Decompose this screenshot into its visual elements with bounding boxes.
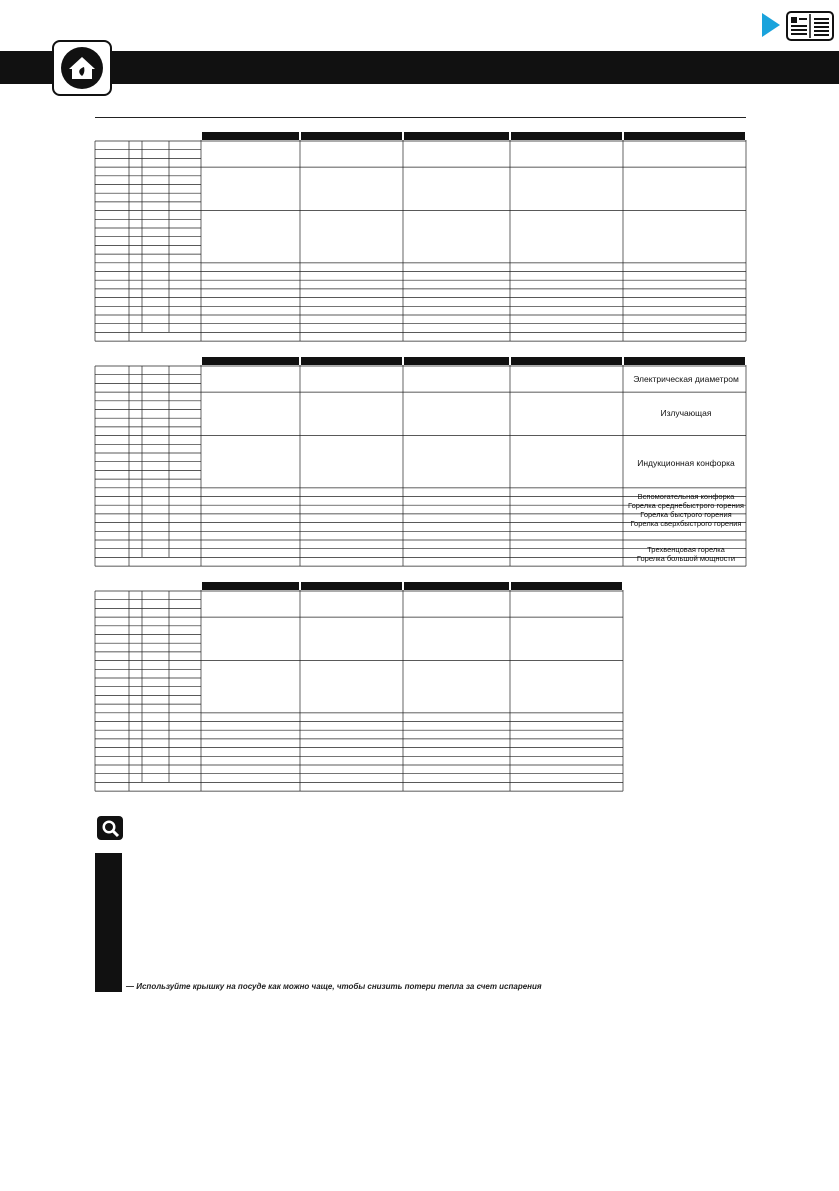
label-semi-rapid: Горелка среднебыстрого горения [628, 501, 744, 510]
column-header-bar [301, 582, 402, 590]
label-radiant: Излучающая [660, 408, 712, 418]
label-rapid: Горелка быстрого горения [640, 510, 732, 519]
column-header-bar [404, 582, 509, 590]
column-header-bar [202, 582, 299, 590]
column-header-bar [301, 132, 402, 140]
magnifier-icon [97, 816, 123, 840]
energy-tip: — Используйте крышку на посуде как можно чаще, чтобы снизить потери тепла за счет испарения [126, 982, 542, 991]
label-high-power: Горелка большой мощности [636, 554, 736, 563]
column-header-bar [202, 357, 299, 365]
column-header-bar [202, 132, 299, 140]
label-auxiliary: Вспомогательная конфорка [637, 492, 735, 501]
column-header-bar [404, 132, 509, 140]
tips-side-bar [95, 853, 122, 992]
column-header-bar [624, 357, 745, 365]
column-header-bar [511, 582, 622, 590]
label-triple-crown: Трехвенцовая горелка [647, 545, 725, 554]
column-header-bar [624, 132, 745, 140]
label-induction: Индукционная конфорка [637, 458, 735, 468]
column-header-bar [511, 132, 622, 140]
label-ultra-rapid: Горелка сверхбыстрого горения [630, 519, 742, 528]
column-header-bar [404, 357, 509, 365]
column-header-bar [511, 357, 622, 365]
label-electric: Электрическая диаметром [633, 374, 739, 384]
column-header-bar [301, 357, 402, 365]
